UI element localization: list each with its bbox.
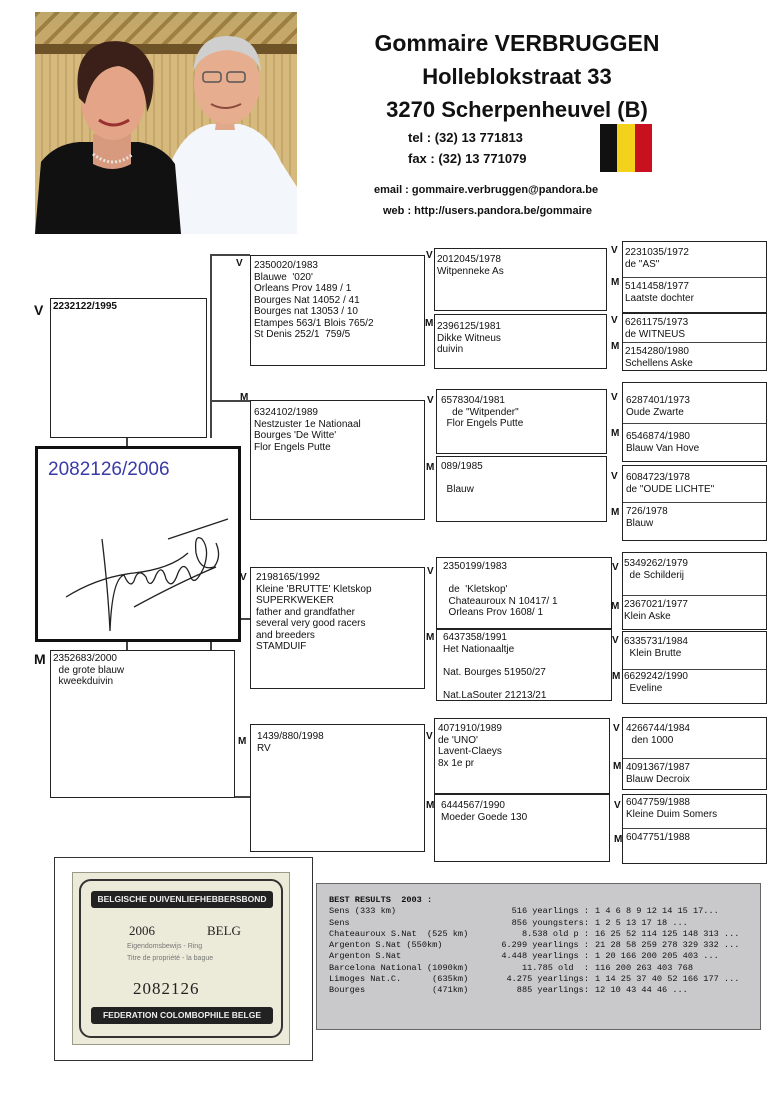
g4-text[interactable]: 5141458/1977 Laatste dochter xyxy=(625,281,694,304)
sire-text: 2232122/1995 xyxy=(53,301,117,312)
result-places: 21 28 58 259 278 329 332 ... xyxy=(595,940,740,951)
g4-mark: M xyxy=(613,761,622,772)
g2-mark: V xyxy=(236,258,243,269)
pedigree-g3[interactable] xyxy=(434,718,610,794)
g4-divider xyxy=(623,669,766,670)
result-field: 885 yearlings: xyxy=(516,985,589,996)
dam-mark: M xyxy=(34,651,46,667)
g3-text: 2396125/1981 Dikke Witneus duivin xyxy=(437,321,501,355)
owner-street: Holleblokstraat 33 xyxy=(422,64,612,89)
result-places: 1 4 6 8 9 12 14 15 17... xyxy=(595,906,719,917)
results-row xyxy=(329,929,750,940)
g2-text: 6324102/1989 Nestzuster 1e Nationaal Bourges 'De Witte' Flor Engels Putte xyxy=(254,407,361,453)
g2-mark: M xyxy=(240,392,249,403)
g4-mark: M xyxy=(611,277,620,288)
dam-text: 2352683/2000 de grote blauw kweekduivin xyxy=(53,653,125,687)
g3-mark: V xyxy=(426,731,433,742)
g3-mark: V xyxy=(427,566,434,577)
subject-box[interactable] xyxy=(35,446,241,642)
g3-text: 2350199/1983 de 'Kletskop' Chateauroux N 10417/ 1 Orleans Prov 1608/ 1 xyxy=(443,561,558,618)
sire-mark: V xyxy=(34,302,44,318)
pedigree-g3[interactable] xyxy=(436,629,612,701)
result-places: 1 14 25 37 40 52 166 177 ... xyxy=(595,974,740,985)
result-field: 11.785 old : xyxy=(521,962,589,973)
g2-text: 1439/880/1998 RV xyxy=(257,731,324,754)
g4-text[interactable]: 6287401/1973 Oude Zwarte xyxy=(626,395,690,418)
card-line1: Eigendomsbewijs - Ring xyxy=(127,943,203,950)
results-row xyxy=(329,906,750,917)
g4-mark: V xyxy=(611,315,618,326)
card-top-band: BELGISCHE DUIVENLIEFHEBBERSBOND xyxy=(91,891,273,908)
g4-text[interactable]: 6546874/1980 Blauw Van Hove xyxy=(626,431,700,454)
g3-text: 6444567/1990 Moeder Goede 130 xyxy=(441,800,528,823)
g3-text: 6578304/1981 de "Witpender" Flor Engels Putte xyxy=(441,395,524,429)
pedigree-g3[interactable] xyxy=(436,389,607,454)
pedigree-g3[interactable] xyxy=(436,456,607,522)
g4-mark: V xyxy=(611,245,618,256)
pedigree-sire-dam[interactable] xyxy=(250,400,425,520)
g3-mark: M xyxy=(426,632,435,643)
result-race: Bourges (471km) xyxy=(329,985,469,996)
owner-tel: tel : (32) 13 771813 xyxy=(408,130,523,145)
result-places: 1 20 166 200 205 403 ... xyxy=(595,951,719,962)
results-title: BEST RESULTS 2003 : xyxy=(329,895,433,905)
result-field: 516 yearlings : xyxy=(511,906,589,917)
g4-divider xyxy=(623,277,766,278)
g4-text[interactable]: 6047759/1988 Kleine Duim Somers xyxy=(626,797,718,820)
g4-divider xyxy=(623,758,766,759)
g4-divider xyxy=(623,342,766,343)
g4-divider xyxy=(623,828,766,829)
g4-text[interactable]: 6629242/1990 Eveline xyxy=(624,671,688,694)
g2-mark: V xyxy=(240,572,247,583)
g4-text[interactable]: 6084723/1978 de "OUDE LICHTE" xyxy=(626,472,715,495)
belgian-flag-icon xyxy=(600,124,652,172)
pedigree-sire[interactable] xyxy=(50,298,207,438)
result-race: Chateauroux S.Nat (525 km) xyxy=(329,928,469,939)
g4-mark: M xyxy=(611,601,620,612)
pedigree-dam[interactable] xyxy=(50,650,235,798)
connector xyxy=(210,254,212,438)
card-ring-number: 2082126 xyxy=(133,979,200,998)
owner-email[interactable]: email : gommaire.verbruggen@pandora.be xyxy=(374,184,599,196)
results-table xyxy=(329,906,750,996)
g2-mark: M xyxy=(238,736,247,747)
connector xyxy=(210,254,250,256)
pedigree-g3[interactable] xyxy=(434,314,607,369)
owner-city: 3270 Scherpenheuvel (B) xyxy=(386,97,648,122)
card-line2: Titre de propriété - la bague xyxy=(127,955,214,962)
results-row xyxy=(329,985,750,996)
results-row xyxy=(329,918,750,929)
g4-mark: M xyxy=(612,671,621,682)
result-field: 4.275 yearlings: xyxy=(506,974,589,985)
result-places: 1 2 5 13 17 18 ... xyxy=(595,917,688,928)
results-row xyxy=(329,963,750,974)
g4-mark: V xyxy=(612,635,619,646)
result-field: 8.538 old p : xyxy=(521,928,589,939)
g3-text: 4071910/1989 de 'UNO' Lavent-Claeys 8x 1e pr xyxy=(438,723,502,769)
best-results-panel xyxy=(316,883,761,1030)
pedigree-dam-sire[interactable] xyxy=(250,567,425,689)
g4-text[interactable]: 6261175/1973 de WITNEUS xyxy=(625,317,689,340)
card-year: 2006 xyxy=(129,923,155,938)
owner-web[interactable]: web : http://users.pandora.be/gommaire xyxy=(383,205,593,217)
owner-fax: fax : (32) 13 771079 xyxy=(408,151,527,166)
result-race: Sens xyxy=(329,917,350,928)
g4-text[interactable]: 5349262/1979 de Schilderij xyxy=(624,558,688,581)
g4-mark: V xyxy=(613,723,620,734)
g4-text[interactable]: 6047751/1988 xyxy=(626,832,690,843)
g4-text[interactable]: 4091367/1987 Blauw Decroix xyxy=(626,762,690,785)
g3-mark: V xyxy=(426,250,433,261)
pedigree-g3[interactable] xyxy=(436,557,612,629)
result-field: 6.299 yearlings : xyxy=(501,940,589,951)
pedigree-g3[interactable] xyxy=(434,794,610,862)
results-row xyxy=(329,940,750,951)
result-field: 4.448 yearlings : xyxy=(501,951,589,962)
g4-divider xyxy=(623,595,766,596)
result-race: Sens (333 km) xyxy=(329,906,397,917)
g4-mark: M xyxy=(614,834,623,845)
g3-mark: M xyxy=(426,800,435,811)
g4-text[interactable]: 2231035/1972 de "AS" xyxy=(625,247,689,270)
g4-mark: M xyxy=(611,341,620,352)
card-country: BELG xyxy=(207,923,241,938)
result-race: Barcelona National (1090km) xyxy=(329,962,469,973)
pedigree-g3[interactable] xyxy=(434,248,607,311)
owner-name: Gommaire VERBRUGGEN xyxy=(374,30,660,56)
g2-text: 2198165/1992 Kleine 'BRUTTE' Kletskop SUPERKWEKER father and grandfather several very good racers and breeders STAMDUIF xyxy=(256,572,372,652)
g3-text: 6437358/1991 Het Nationaaltje Nat. Bourges 51950/27 Nat.LaSouter 21213/21 xyxy=(443,632,547,701)
result-places: 116 200 263 403 768 xyxy=(595,962,693,973)
result-race: Argenton S.Nat xyxy=(329,951,402,962)
g3-mark: M xyxy=(426,462,435,473)
results-row xyxy=(329,951,750,962)
g3-mark: V xyxy=(427,395,434,406)
g3-text: 2012045/1978 Witpenneke As xyxy=(437,254,504,277)
g2-text: 2350020/1983 Blauwe '020' Orleans Prov 1489 / 1 Bourges Nat 14052 / 41 Bourges nat 13053 / 10 Etampes 563/1 Blois 765/2 St Denis 252/1 759/5 xyxy=(254,260,374,340)
g4-mark: V xyxy=(611,392,618,403)
owners-photo xyxy=(35,12,297,234)
result-places: 16 25 52 114 125 148 313 ... xyxy=(595,928,740,939)
g4-text[interactable]: 726/1978 Blauw xyxy=(626,506,668,529)
g4-mark: M xyxy=(611,507,620,518)
subject-ring: 2082126/2006 xyxy=(48,459,170,480)
g3-text: 089/1985 Blauw xyxy=(441,461,483,495)
g4-text[interactable]: 6335731/1984 Klein Brutte xyxy=(624,636,688,659)
card-bottom-band: FEDERATION COLOMBOPHILE BELGE xyxy=(91,1007,273,1024)
g4-mark: V xyxy=(612,562,619,573)
result-race: Limoges Nat.C. (635km) xyxy=(329,974,469,985)
g4-mark: V xyxy=(614,800,621,811)
g4-divider xyxy=(623,423,766,424)
g4-text[interactable]: 2367021/1977 Klein Aske xyxy=(624,599,688,622)
result-places: 12 10 43 44 46 ... xyxy=(595,985,688,996)
g3-mark: M xyxy=(425,318,434,329)
g4-divider xyxy=(623,502,766,503)
pedigree-dam-dam[interactable] xyxy=(250,724,425,852)
g4-text[interactable]: 2154280/1980 Schellens Aske xyxy=(625,346,693,369)
result-field: 856 youngsters: xyxy=(511,917,589,928)
g4-text[interactable]: 4266744/1984 den 1000 xyxy=(626,723,690,746)
result-race: Argenton S.Nat (550km) xyxy=(329,940,443,951)
signature-image xyxy=(38,479,238,639)
couple-figures xyxy=(35,12,297,234)
g4-mark: V xyxy=(611,471,618,482)
ownership-card xyxy=(72,872,290,1045)
results-row xyxy=(329,974,750,985)
g4-mark: M xyxy=(611,428,620,439)
pedigree-sire-sire[interactable] xyxy=(250,255,425,366)
